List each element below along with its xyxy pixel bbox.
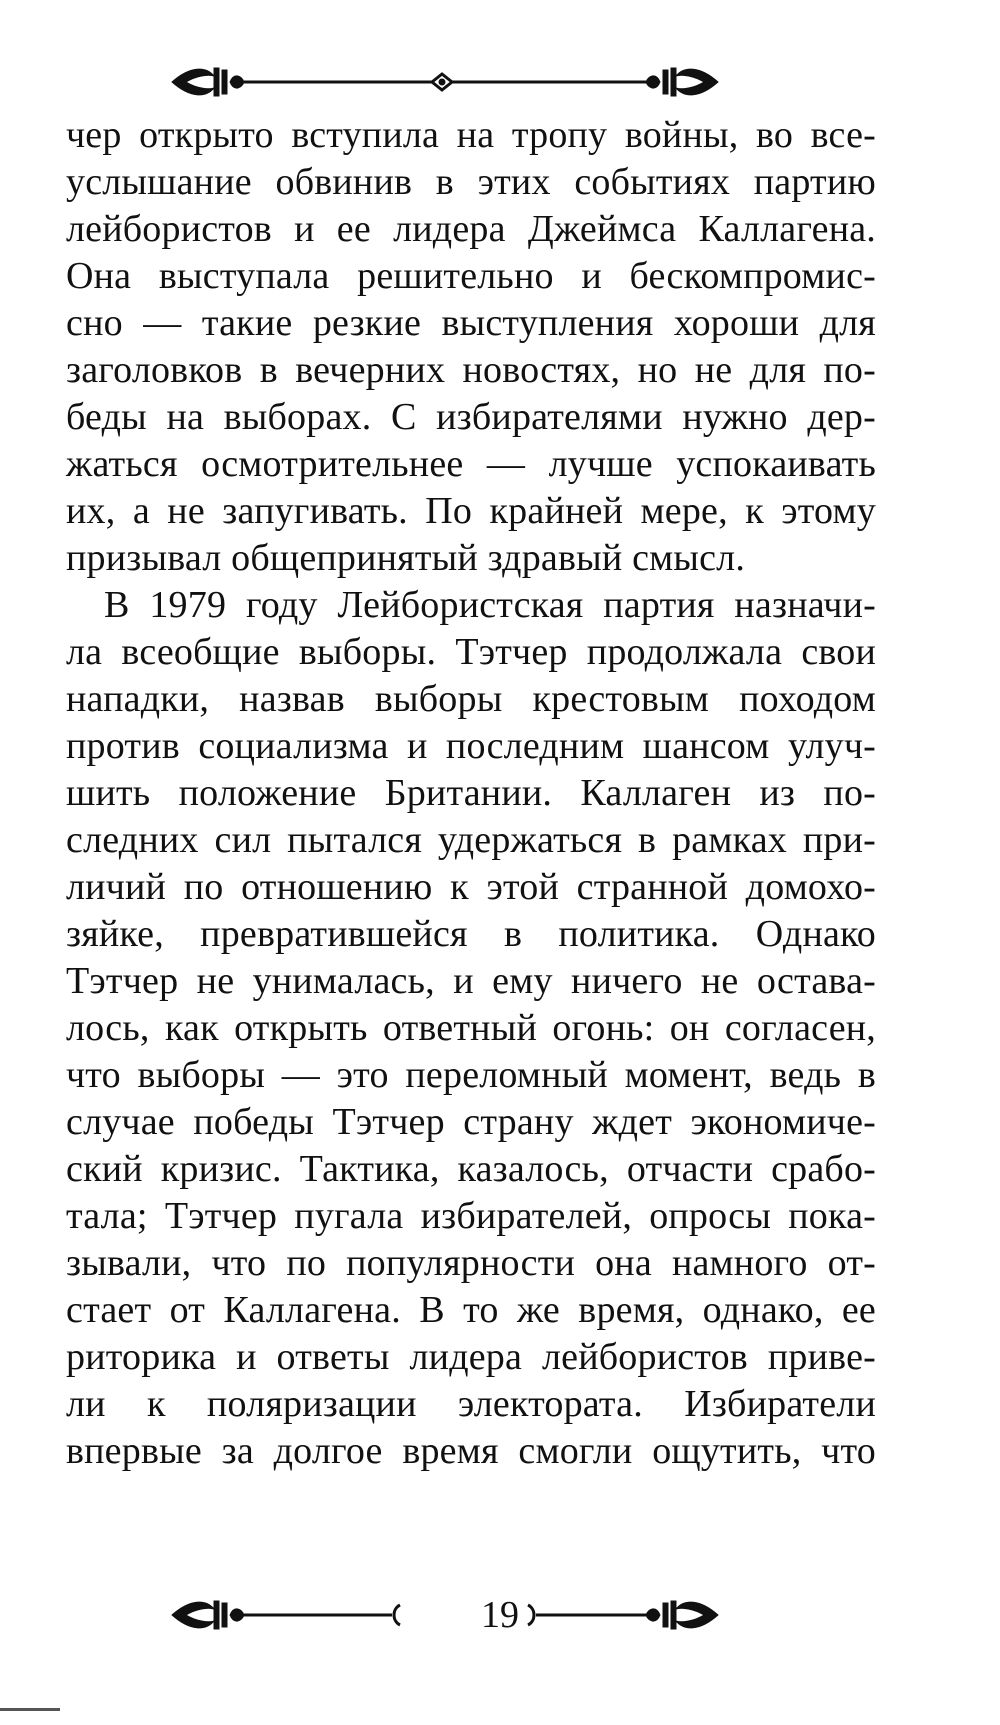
text-line: лейбористов и ее лидера Джеймса Каллагена. [66, 208, 876, 250]
text-line: тала; Тэтчер пугала избирателей, опросы пока- [66, 1195, 876, 1237]
text-line: зяйке, превратившейся в политика. Однако [66, 913, 876, 955]
text-line: личий по отношению к этой странной домохо- [66, 866, 876, 908]
text-line: сно — такие резкие выступления хороши для [66, 302, 876, 344]
paragraph [66, 112, 876, 582]
page-number: 19 [481, 1594, 519, 1636]
text-line: стает от Каллагена. В то же время, однако, ее [66, 1289, 876, 1331]
text-line: что выборы — это переломный момент, ведь в [66, 1054, 876, 1096]
text-line: шить положение Британии. Каллаген из по- [66, 772, 876, 814]
page-edge-mark [0, 1708, 60, 1711]
text-line: случае победы Тэтчер страну ждет экономиче- [66, 1101, 876, 1143]
text-line: их, а не запугивать. По крайней мере, к этому [66, 490, 876, 532]
text-line: лось, как открыть ответный огонь: он согласен, [66, 1007, 876, 1049]
text-line: ский кризис. Тактика, казалось, отчасти срабо- [66, 1148, 876, 1190]
text-line: нападки, назвав выборы крестовым походом [66, 678, 876, 720]
text-line: риторика и ответы лидера лейбористов приве- [66, 1336, 876, 1378]
text-line: чер открыто вступила на тропу войны, во все- [66, 114, 876, 156]
text-line: следних сил пытался удержаться в рамках при- [66, 819, 876, 861]
paragraph [66, 582, 876, 1475]
text-line: услышание обвинив в этих событиях партию [66, 161, 876, 203]
text-line: жаться осмотрительнее — лучше успокаивать [66, 443, 876, 485]
text-line: призывал общепринятый здравый смысл. [66, 537, 746, 579]
text-line: заголовков в вечерних новостях, но не для по- [66, 349, 876, 391]
text-line: против социализма и последним шансом улуч- [66, 725, 876, 767]
text-line: В 1979 году Лейбористская партия назначи- [104, 584, 876, 626]
text-line: ла всеобщие выборы. Тэтчер продолжала свои [66, 631, 876, 673]
top-ornament [0, 52, 1000, 112]
text-line: зывали, что по популярности она намного от- [66, 1242, 876, 1284]
text-line: Тэтчер не унималась, и ему ничего не остава- [66, 960, 876, 1002]
text-line: ли к поляризации электората. Избиратели [66, 1383, 876, 1425]
text-line: впервые за долгое время смогли ощутить, что [66, 1430, 876, 1472]
text-line: беды на выборах. С избирателями нужно дер- [66, 396, 876, 438]
body-text [66, 112, 876, 1475]
text-line: Она выступала решительно и бескомпромис- [66, 255, 876, 297]
